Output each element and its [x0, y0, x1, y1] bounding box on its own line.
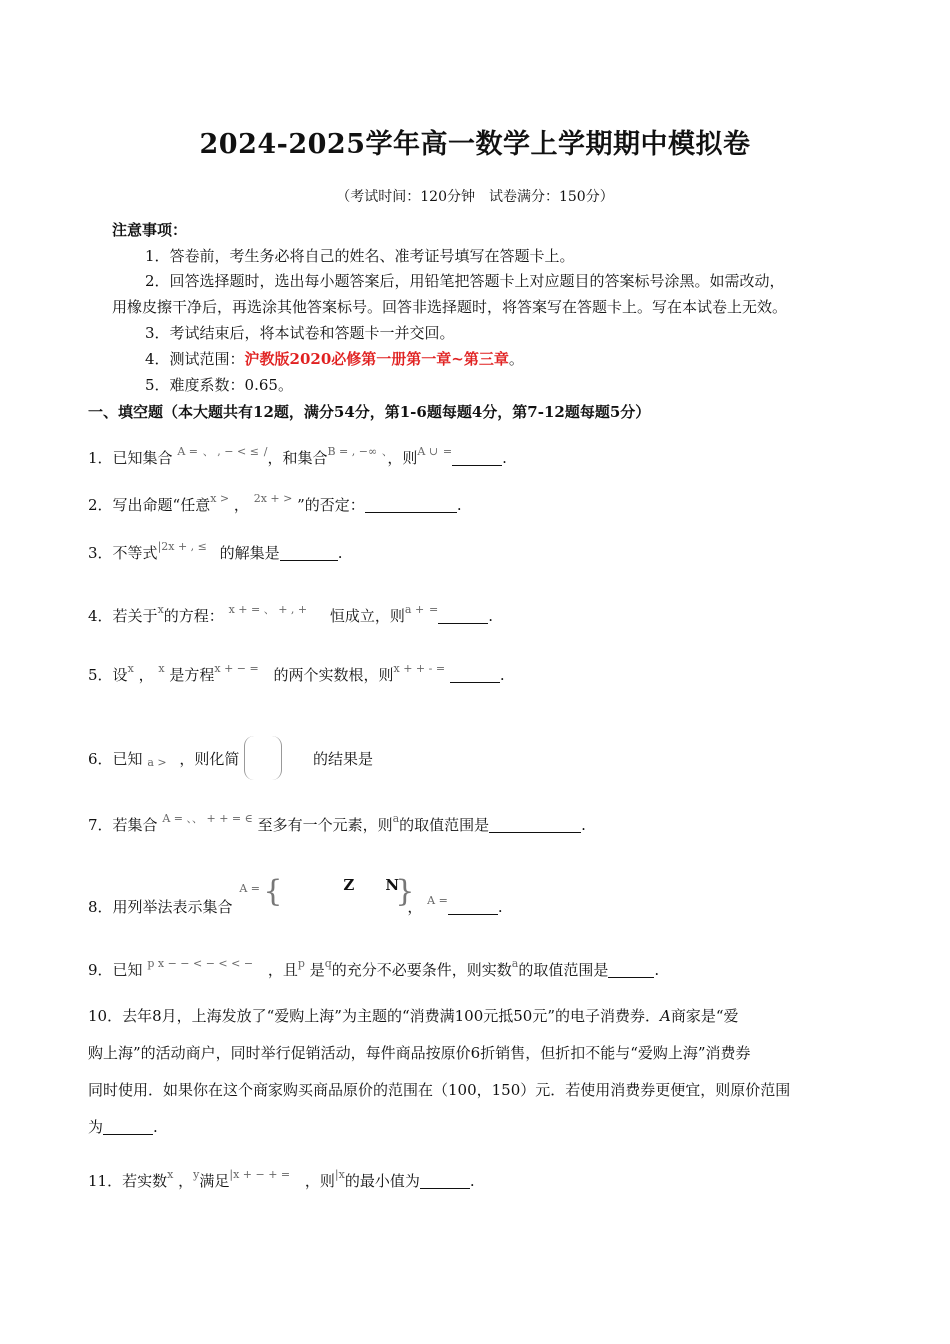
q4-formula-4: =	[428, 603, 439, 616]
q10-line-4-text: 为	[88, 1118, 104, 1136]
q9-formula-3: q	[324, 957, 332, 970]
q10-line-4	[88, 1109, 858, 1146]
notice-heading: 注意事项：	[112, 221, 188, 239]
q5-text-a: 设	[112, 666, 128, 684]
q2-text-b: ，	[233, 496, 249, 514]
q8-formula-1: A =	[239, 882, 261, 895]
q2-answer-blank[interactable]	[365, 497, 457, 513]
q11-number: 11．	[88, 1172, 123, 1190]
q7-text-a: 若集合	[112, 816, 158, 834]
q5-answer-blank[interactable]	[450, 667, 500, 683]
q1-formula-4: B = , −∞	[327, 445, 378, 458]
q11-text-a: 若实数	[122, 1172, 168, 1190]
q5-end: .	[499, 666, 505, 684]
q8-formula-2: A =	[427, 894, 448, 907]
q11-text-c: 满足	[199, 1172, 230, 1190]
q4-formula-2: x + = 、 + , +	[228, 603, 308, 616]
notice-item-4	[145, 348, 524, 369]
q1-text-b: ，和集合	[267, 449, 328, 467]
question-3	[88, 540, 342, 563]
q4-text-c: 恒成立，则	[329, 607, 405, 625]
q2-formula-1: x >	[210, 492, 230, 505]
q2-text-a: 写出命题“任意	[112, 496, 211, 514]
q5-formula-3: x + − =	[214, 662, 259, 675]
q7-text-c: 的取值范围是	[399, 816, 490, 834]
q8-end: .	[497, 898, 503, 916]
q11-formula-3: |x + − + =	[229, 1168, 291, 1181]
q6-text-c: 的结果是	[312, 750, 373, 768]
q7-end: .	[581, 816, 586, 834]
q2-end: .	[456, 496, 462, 514]
q9-formula-1: p x − − < − < < −	[147, 957, 254, 970]
q4-text-a: 若关于	[112, 607, 158, 625]
q11-text-b: ，	[178, 1172, 194, 1190]
q10-line-1c: 商家是“爱	[670, 1007, 739, 1025]
q9-formula-4: a	[511, 957, 519, 970]
q3-answer-blank[interactable]	[280, 545, 338, 561]
q3-number: 3．	[88, 544, 113, 562]
q10-line-1	[88, 998, 858, 1035]
notice-item-4-suffix: 。	[508, 350, 524, 368]
q1-formula-3: /	[263, 445, 268, 458]
q6-text-a: 已知	[112, 750, 143, 768]
q7-formula-2: a	[392, 812, 400, 825]
q1-text-c: ，则	[387, 449, 418, 467]
question-1	[88, 443, 507, 468]
question-6	[88, 736, 373, 780]
question-11	[88, 1168, 475, 1191]
q5-text-d: 的两个实数根，则	[273, 666, 394, 684]
q11-text-e: 的最小值为	[344, 1172, 420, 1190]
question-7	[88, 810, 586, 835]
q10-line-1b: A	[660, 1007, 671, 1025]
question-5	[88, 662, 505, 685]
notice-item-3: 3．考试结束后，将本试卷和答题卡一并交回。	[145, 324, 455, 342]
notice-item-1: 1．答卷前，考生务必将自己的姓名、准考证号填写在答题卡上。	[145, 247, 575, 265]
question-4	[88, 601, 493, 626]
q5-formula-2: x	[158, 662, 165, 675]
q1-text-a: 已知集合	[112, 449, 173, 467]
notice-item-4-range: 沪教版2020必修第一册第一章~第三章	[244, 350, 509, 368]
q1-formula-2: 、 , − < ≤	[202, 445, 259, 458]
q3-end: .	[337, 544, 343, 562]
question-2	[88, 492, 462, 515]
q6-text-b: ，则化简	[179, 750, 240, 768]
question-10	[88, 998, 858, 1146]
q8-right-brace: }	[395, 874, 415, 909]
q2-formula-2: 2x + >	[253, 492, 293, 505]
q11-formula-2: y	[193, 1168, 200, 1181]
q10-line-2: 购上海”的活动商户，同时举行促销活动，每件商品按原价6折销售，但折扣不能与“爱购上海”消费券	[88, 1044, 751, 1062]
q2-number: 2．	[88, 496, 113, 514]
q8-text-b: ，	[407, 898, 423, 916]
notice-item-2b: 用橡皮擦干净后，再选涂其他答案标号。回答非选择题时，将答案写在答题卡上。写在本试卷上无效。	[112, 298, 788, 316]
q8-text-a: 用列举法表示集合	[112, 898, 233, 916]
q5-number: 5．	[88, 666, 113, 684]
q4-formula-3: a +	[404, 603, 425, 616]
exam-subtitle: （考试时间：120分钟 试卷满分：150分）	[336, 189, 614, 205]
q9-end: .	[654, 961, 660, 979]
exam-title: 2024-2025学年高一数学上学期期中模拟卷	[199, 129, 751, 160]
q4-formula-1: x	[157, 603, 164, 616]
q1-formula-7: =	[442, 445, 453, 458]
q11-formula-4: |x	[334, 1168, 345, 1181]
q7-number: 7．	[88, 816, 113, 834]
notice-item-5: 5．难度系数：0.65。	[145, 376, 293, 394]
q4-number: 4．	[88, 607, 113, 625]
q1-answer-blank[interactable]	[452, 450, 502, 466]
q1-formula-1: A =	[177, 445, 199, 458]
question-8	[88, 874, 503, 924]
q11-answer-blank[interactable]	[420, 1173, 470, 1189]
q4-answer-blank[interactable]	[438, 608, 488, 624]
q8-left-brace: {	[263, 874, 283, 909]
q8-n-symbol: N	[385, 876, 400, 894]
q9-text-a: 已知	[112, 961, 143, 979]
section-heading: 一、填空题（本大题共有12题，满分54分，第1-6题每题4分，第7-12题每题5分）	[88, 403, 651, 421]
q9-number: 9．	[88, 961, 113, 979]
q11-formula-1: x	[167, 1168, 174, 1181]
q5-formula-1: x	[127, 662, 134, 675]
q10-line-1a: 10．去年8月，上海发放了“爱购上海”为主题的“消费满100元抵50元”的电子消费券．	[88, 1007, 661, 1025]
q11-text-d: ，则	[304, 1172, 335, 1190]
q7-formula-1: A = 、、 + + = ∈	[162, 812, 253, 825]
question-9	[88, 957, 659, 980]
q9-answer-blank[interactable]	[608, 962, 654, 978]
q9-text-b: ，且	[267, 961, 298, 979]
q1-number: 1．	[88, 449, 113, 467]
q3-formula-1: |2x + , ≤	[157, 540, 207, 553]
q5-formula-4: x + + - =	[393, 662, 446, 675]
q6-number: 6．	[88, 750, 113, 768]
q10-end: .	[153, 1118, 158, 1136]
q8-answer-blank[interactable]	[448, 899, 498, 915]
notice-item-4-prefix: 4．测试范围：	[145, 350, 245, 368]
q8-z-symbol: Z	[343, 876, 355, 894]
q8-number: 8．	[88, 898, 113, 916]
q9-text-d: 的充分不必要条件，则实数	[331, 961, 512, 979]
q4-end: .	[488, 607, 493, 625]
q10-answer-blank[interactable]	[103, 1119, 153, 1135]
q8-set-expression	[237, 874, 415, 924]
q1-formula-5: 、	[381, 445, 388, 458]
q4-text-b: 的方程：	[163, 607, 224, 625]
notice-item-2a: 2．回答选择题时，选出每小题答案后，用铅笔把答题卡上对应题目的答案标号涂黑。如需改动，	[145, 272, 785, 290]
q2-text-c: ”的否定：	[297, 496, 365, 514]
q9-text-e: 的取值范围是	[518, 961, 609, 979]
q7-answer-blank[interactable]	[489, 817, 581, 833]
q3-text-a: 不等式	[112, 544, 158, 562]
q5-text-c: 是方程	[169, 666, 215, 684]
q5-text-b: ，	[138, 666, 154, 684]
q6-radical-expression	[244, 736, 282, 780]
q10-line-3: 同时使用．如果你在这个商家购买商品原价的范围在（100，150）元．若使用消费券更便宜，则原价范围	[88, 1081, 791, 1099]
q1-end: .	[502, 449, 507, 467]
q9-formula-2: p	[297, 957, 305, 970]
q6-formula-1: a >	[147, 756, 167, 769]
q3-text-b: 的解集是	[219, 544, 280, 562]
q11-end: .	[469, 1172, 475, 1190]
q1-formula-6: A ∪	[417, 445, 439, 458]
q9-text-c: 是	[309, 961, 325, 979]
q7-text-b: 至多有一个元素，则	[257, 816, 393, 834]
